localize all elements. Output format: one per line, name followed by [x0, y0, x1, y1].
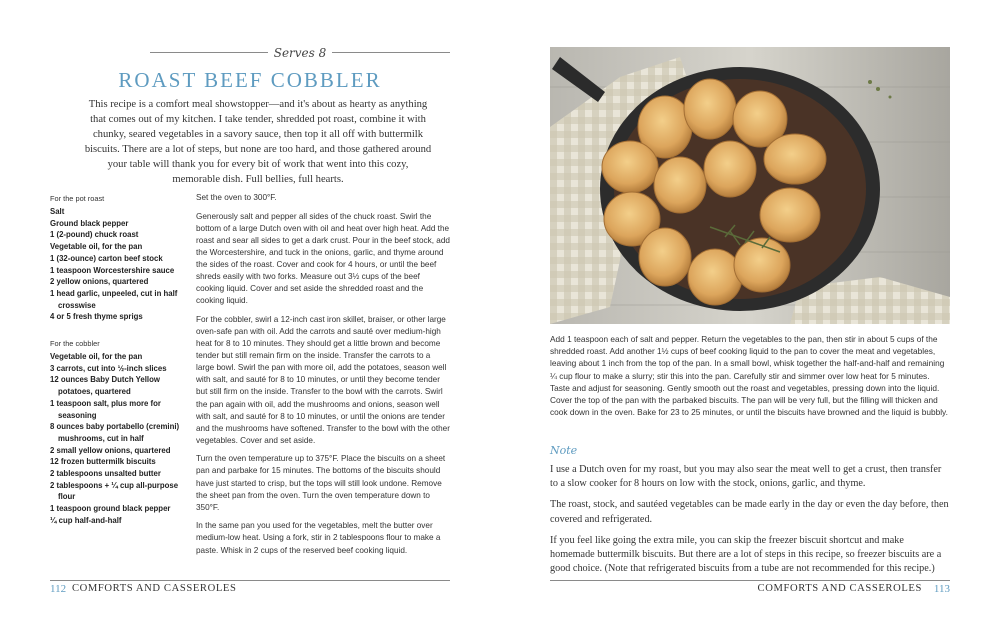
recipe-title: ROAST BEEF COBBLER	[118, 68, 382, 92]
ingredient-item: 3 carrots, cut into ½-inch slices	[50, 363, 167, 373]
notes	[550, 463, 950, 583]
ingredient-item: Vegetable oil, for the pan	[50, 242, 143, 252]
cast-iron-skillet-icon	[550, 47, 950, 324]
recipe-step: Set the oven to 300°F.	[196, 193, 277, 202]
footer-rule	[50, 580, 450, 581]
note-paragraph: If you feel like going the extra mile, you can skip the freezer biscuit shortcut and make homemade buttermilk biscuits. But there are a lot of steps in this recipe, so freezer biscuits are a good choice. (Note that refrigerated biscuits from a tube are not recommended for this recipe.)	[550, 534, 942, 575]
note-heading: Note	[550, 444, 578, 457]
ingredient-item: Salt	[50, 207, 65, 216]
ingredient-item: ¼ cup half-and-half	[50, 515, 122, 525]
ingredient-item: 1 head garlic, unpeeled, cut in half crosswise	[50, 288, 178, 310]
ingredient-item: 8 ounces baby portabello (cremini) mushrooms, cut in half	[50, 422, 180, 443]
note-paragraph: The roast, stock, and sautéed vegetables can be made early in the day or even the day before, then covered and refrigerated.	[550, 499, 949, 525]
section-title: COMFORTS AND CASSEROLES	[72, 583, 237, 594]
ingredient-item: 4 or 5 fresh thyme sprigs	[50, 312, 143, 322]
serves-label-row	[150, 44, 450, 62]
ingredient-item: 1 teaspoon ground black pepper	[50, 504, 171, 514]
recipe-step: For the cobbler, swirl a 12-inch cast iron skillet, braiser, or other large oven-safe pan with oil. Add the carrots and sauté over medium-high heat for 8 to 10 minutes. They should get a little brown and become tender but still remain firm on the inside. Transfer the carrots to a large bowl. Swirl the pan with more oil, add the potatoes, season well with salt, and sauté for 8 to 10 minutes, or until they become tender but still firm on the inside. Transfer to the bowl with the carrots. Swirl the pan again with oil, add the mushrooms and onions, season well with salt, and sauté for 8 to 10 minutes, or until the onions are tender and the mushrooms have softened. Transfer to the bowl with the other vegetables. Cover and set aside.	[196, 314, 450, 445]
method-continued: Add 1 teaspoon each of salt and pepper. Return the vegetables to the pan, then stir in about 5 cups of the shredded roast. Add another 1½ cups of beef cooking liquid to the pan to cover the meat and vegetables, leaving about 1 inch from the top of the pan. In a small bowl, whisk together the half-and-half and remaining ¼ cup flour to make a slurry; stir this into the pan. Carefully stir and simmer over low heat for 5 minutes. Taste and adjust for seasoning. Gently smooth out the roast and vegetables, pressing down into the liquid. Cover the top of the pan with the parbaked biscuits. The pan will be very full, but the filling will thicken and cook down in the oven. Bake for 23 to 25 minutes, or until the biscuits have browned and the liquid is bubbly.	[550, 334, 948, 418]
note-paragraph: I use a Dutch oven for my roast, but you may also sear the meat well to get a crust, then transfer to a slow cooker for 8 hours on low with the stock, onions, garlic, and thyme.	[550, 464, 942, 490]
recipe-step: Turn the oven temperature up to 375°F. Place the biscuits on a sheet pan and parbake for 15 minutes. The bottoms of the biscuits should have just started to crisp, but the tops will still look undone. Remove the sheet pan from the oven. Turn the oven temperature down to 350°F.	[196, 454, 446, 512]
cobbler-photo	[550, 47, 950, 324]
serves-label: Serves 8	[268, 46, 333, 60]
recipe-steps	[196, 192, 450, 563]
footer-rule	[550, 580, 950, 581]
ingredient-item: 1 (2-pound) chuck roast	[50, 230, 139, 240]
ingredients-pot-roast	[50, 194, 184, 323]
ingredient-item: 2 tablespoons + ¼ cup all-purpose flour	[50, 480, 179, 502]
page-number: 113	[933, 583, 950, 595]
ingredient-item: 1 (32-ounce) carton beef stock	[50, 253, 163, 263]
recipe-intro: This recipe is a comfort meal showstopper—and it's about as hearty as anything that comes out of my kitchen. I take tender, shredded pot roast, combine it with chunky, seared vegetables in a savory sauce, then top it all off with buttermilk biscuits. There are a lot of steps, but none are too hard, and those gathered around your table will thank you for every bit of work that went into this cozy, memorable dish. Full bellies, full hearts.	[84, 99, 432, 185]
ingredients-cobbler	[50, 339, 184, 527]
ingredients-heading: For the cobbler	[50, 339, 100, 348]
section-title: COMFORTS AND CASSEROLES	[757, 583, 922, 594]
ingredient-item: 12 frozen buttermilk biscuits	[50, 457, 156, 467]
ingredient-item: 2 small yellow onions, quartered	[50, 445, 171, 455]
page-number: 112	[50, 583, 67, 595]
ingredient-item: 12 ounces Baby Dutch Yellow potatoes, quartered	[50, 375, 160, 397]
ingredients-heading: For the pot roast	[50, 194, 105, 203]
ingredient-item: 1 teaspoon salt, plus more for seasoning	[50, 398, 161, 420]
ingredient-item: Ground black pepper	[50, 218, 129, 228]
ingredient-item: 2 tablespoons unsalted butter	[50, 469, 161, 479]
recipe-step: In the same pan you used for the vegetables, melt the butter over medium-low heat. Using a fork, stir in 2 tablespoons flour to make a paste. Whisk in 2 cups of the reserved beef cooking liquid.	[196, 521, 441, 555]
recipe-step: Generously salt and pepper all sides of the chuck roast. Swirl the bottom of a large Dutch oven with oil and heat over high heat. Add the roast and sear all sides to get a dark crust. Pour in the beef stock, add the Worcestershire, and tuck in the onions, garlic, and thyme around the sides of the roast. Cover and cook for 4 hours, or until the beef shreds easily with two forks. Measure out 3½ cups of the beef cooking liquid. Cover and set aside the shredded roast and the cooking liquid.	[196, 211, 450, 306]
ingredient-item: 1 teaspoon Worcestershire sauce	[50, 265, 175, 275]
ingredient-item: 2 yellow onions, quartered	[50, 277, 149, 287]
ingredient-item: Vegetable oil, for the pan	[50, 352, 143, 361]
